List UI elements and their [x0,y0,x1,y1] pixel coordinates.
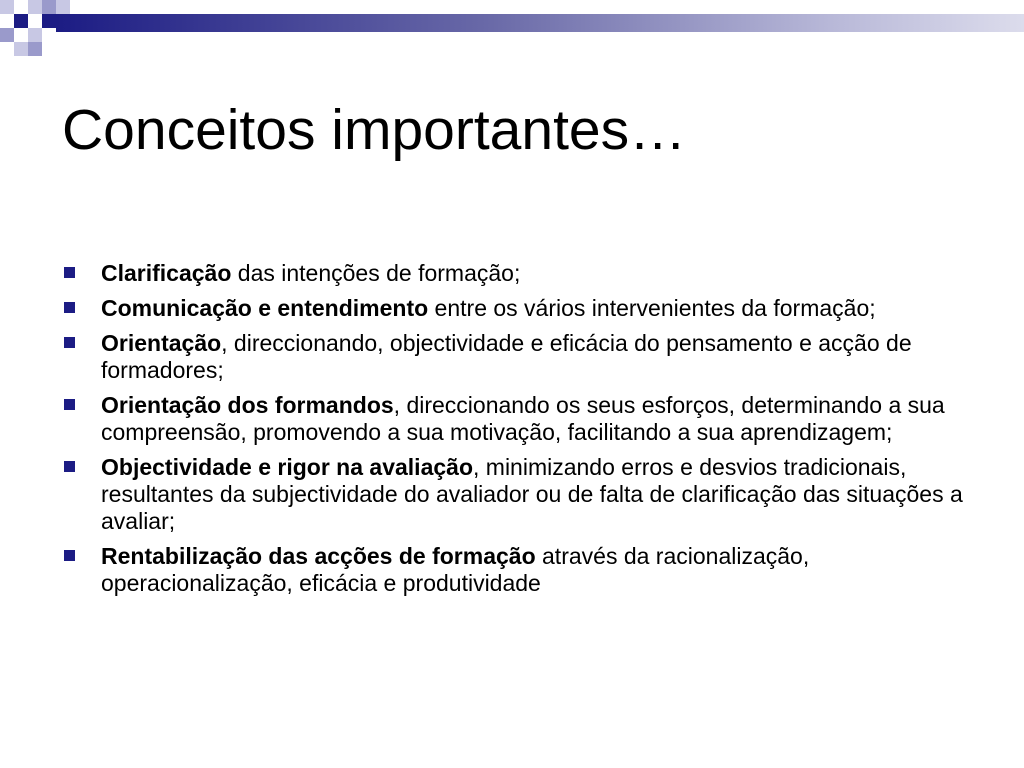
bullet-term: Comunicação e entendimento [101,295,429,321]
checker-square [0,0,14,14]
bullet-description: através da racionalização, operacionalização, eficácia e produtividade [101,543,810,596]
checker-square [0,28,14,42]
bullet-description: , minimizando erros e desvios tradicionais, resultantes da subjectividade do avaliador ou de falta de clarificação das situações a avaliar; [101,454,963,534]
square-bullet-icon [64,461,75,472]
bullet-text [101,295,963,322]
square-bullet-icon [64,302,75,313]
square-bullet-icon [64,550,75,561]
checker-square [56,0,70,14]
bullet-description: , direccionando os seus esforços, determinando a sua compreensão, promovendo a sua motivação, facilitando a sua aprendizagem; [101,392,945,445]
bullet-text [101,454,963,535]
bullet-text [101,543,963,597]
bullet-description: entre os vários intervenientes da formação; [428,295,876,321]
bullet-text [101,330,963,384]
header-banner [0,0,1024,64]
list-item [63,260,963,287]
checker-square [14,14,28,28]
bullet-text [101,260,963,287]
list-item [63,392,963,446]
list-item [63,330,963,384]
checker-banner-graphic [0,0,1024,64]
bullet-description: das intenções de formação; [231,260,521,286]
checker-square [28,28,42,42]
square-bullet-icon [64,337,75,348]
bullet-term: Orientação dos formandos [101,392,394,418]
checker-square [28,42,42,56]
list-item [63,295,963,322]
list-item [63,543,963,597]
bullet-description: , direccionando, objectividade e eficácia do pensamento e acção de formadores; [101,330,912,383]
square-bullet-icon [64,399,75,410]
bullet-text [101,392,963,446]
bullet-term: Objectividade e rigor na avaliação [101,454,473,480]
checker-square [14,42,28,56]
slide-title: Conceitos importantes… [62,98,687,162]
bullet-term: Rentabilização das acções de formação [101,543,536,569]
gradient-band [56,14,1024,32]
bullet-term: Clarificação [101,260,232,286]
checker-square [28,0,42,14]
bullet-term: Orientação [101,330,222,356]
checker-square [42,0,56,14]
square-bullet-icon [64,267,75,278]
slide-content [63,260,963,605]
checker-square [42,14,56,28]
bullet-list [63,260,963,597]
list-item [63,454,963,535]
